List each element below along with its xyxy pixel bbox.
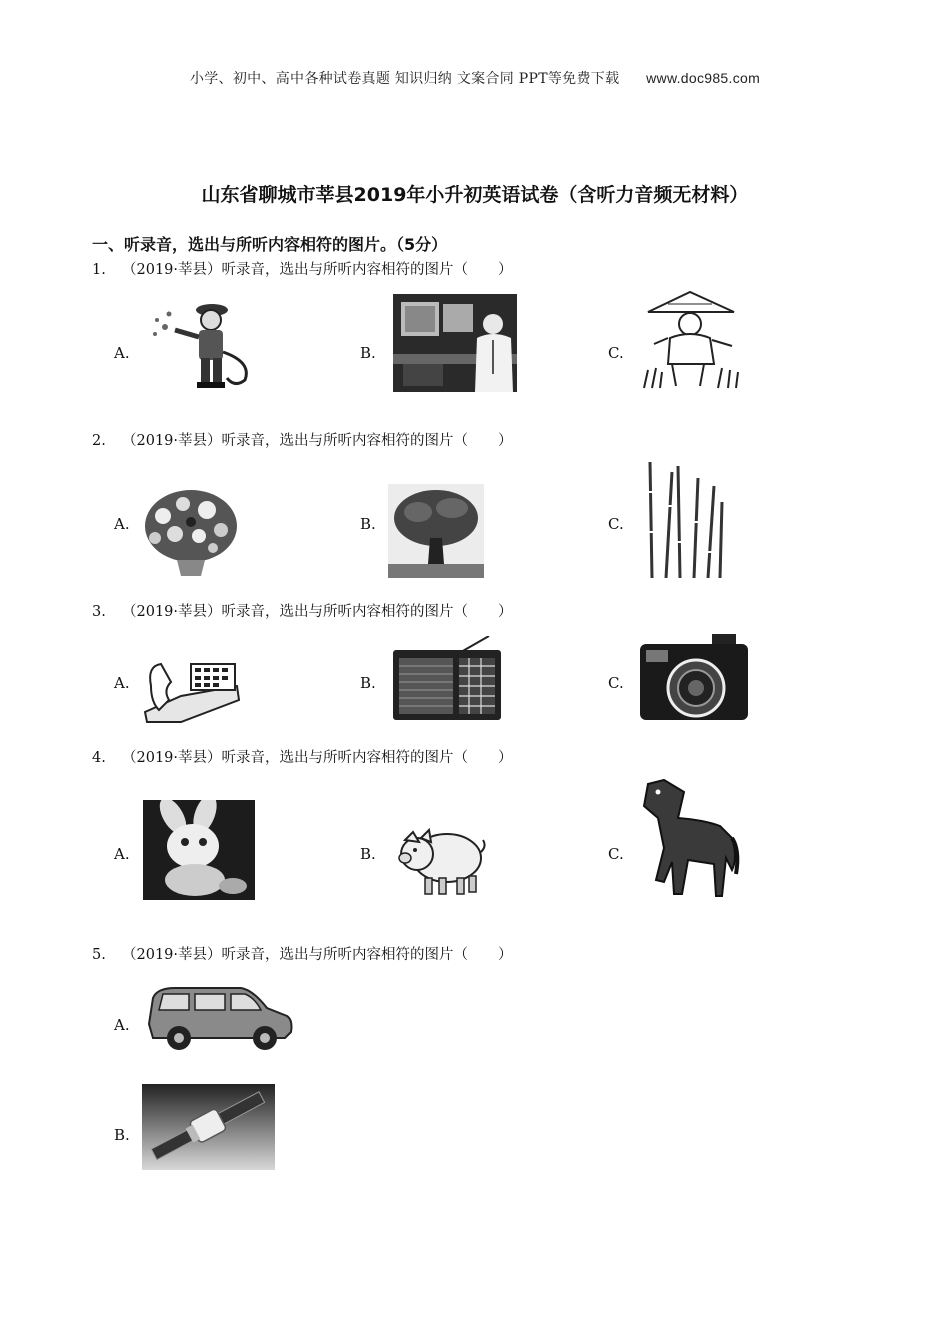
q3-option-c-camera-image[interactable]	[638, 632, 750, 722]
q1-option-c-label[interactable]: C.	[608, 344, 624, 362]
q4-option-a-rabbit-image[interactable]	[143, 800, 255, 900]
q2-option-a-flowers-image[interactable]	[141, 486, 241, 578]
q4-option-b-pig-image[interactable]	[393, 824, 487, 896]
q4-option-c-label[interactable]: C.	[608, 845, 624, 863]
question-bracket-close: ）	[498, 947, 513, 963]
question-number: 3.	[92, 604, 106, 620]
q3-option-a-telephone-image[interactable]	[141, 656, 241, 724]
q1-option-b-office-worker-image[interactable]	[393, 294, 517, 392]
question-3	[92, 600, 513, 621]
q1-option-c-farmer-image[interactable]	[638, 290, 742, 390]
q2-option-b-label[interactable]: B.	[360, 515, 376, 533]
page-title: 山东省聊城市莘县2019年小升初英语试卷（含听力音频无材料）	[201, 184, 749, 206]
question-bracket-close: ）	[498, 262, 513, 278]
q2-option-c-bamboo-image[interactable]	[644, 462, 724, 578]
q4-option-b-label[interactable]: B.	[360, 845, 376, 863]
q3-option-b-radio-image[interactable]	[391, 636, 503, 722]
question-1	[92, 258, 513, 279]
q4-option-c-horse-image[interactable]	[634, 778, 740, 900]
q1-option-b-label[interactable]: B.	[360, 344, 376, 362]
question-number: 4.	[92, 750, 106, 766]
q2-option-c-label[interactable]: C.	[608, 515, 624, 533]
section-heading: 一、听录音，选出与所听内容相符的图片。（5分）	[92, 235, 448, 254]
question-5	[92, 943, 513, 964]
q5-option-b-label[interactable]: B.	[114, 1126, 130, 1144]
question-text: （2019·莘县）听录音，选出与所听内容相符的图片（	[122, 262, 469, 278]
q2-option-a-label[interactable]: A.	[114, 515, 130, 533]
question-4	[92, 746, 513, 767]
q4-option-a-label[interactable]: A.	[114, 845, 130, 863]
q1-option-a-firefighter-image[interactable]	[147, 292, 257, 392]
q3-option-a-label[interactable]: A.	[114, 674, 130, 692]
header-text: 小学、初中、高中各种试卷真题 知识归纳 文案合同 PPT等免费下载	[189, 71, 620, 87]
question-text: （2019·莘县）听录音，选出与所听内容相符的图片（	[122, 947, 469, 963]
question-text: （2019·莘县）听录音，选出与所听内容相符的图片（	[122, 433, 469, 449]
q5-option-a-label[interactable]: A.	[114, 1016, 130, 1034]
question-text: （2019·莘县）听录音，选出与所听内容相符的图片（	[122, 750, 469, 766]
question-number: 2.	[92, 433, 106, 449]
page-header	[0, 68, 950, 88]
header-url[interactable]: www.doc985.com	[646, 70, 761, 86]
question-number: 5.	[92, 947, 106, 963]
question-number: 1.	[92, 262, 106, 278]
question-text: （2019·莘县）听录音，选出与所听内容相符的图片（	[122, 604, 469, 620]
question-bracket-close: ）	[498, 750, 513, 766]
q1-option-a-label[interactable]: A.	[114, 344, 130, 362]
question-bracket-close: ）	[498, 433, 513, 449]
q3-option-c-label[interactable]: C.	[608, 674, 624, 692]
question-bracket-close: ）	[498, 604, 513, 620]
q5-option-a-car-image[interactable]	[145, 984, 293, 1052]
question-2	[92, 429, 513, 450]
q2-option-b-tree-image[interactable]	[388, 484, 484, 578]
q3-option-b-label[interactable]: B.	[360, 674, 376, 692]
q5-option-b-spacecraft-image[interactable]	[142, 1084, 275, 1170]
